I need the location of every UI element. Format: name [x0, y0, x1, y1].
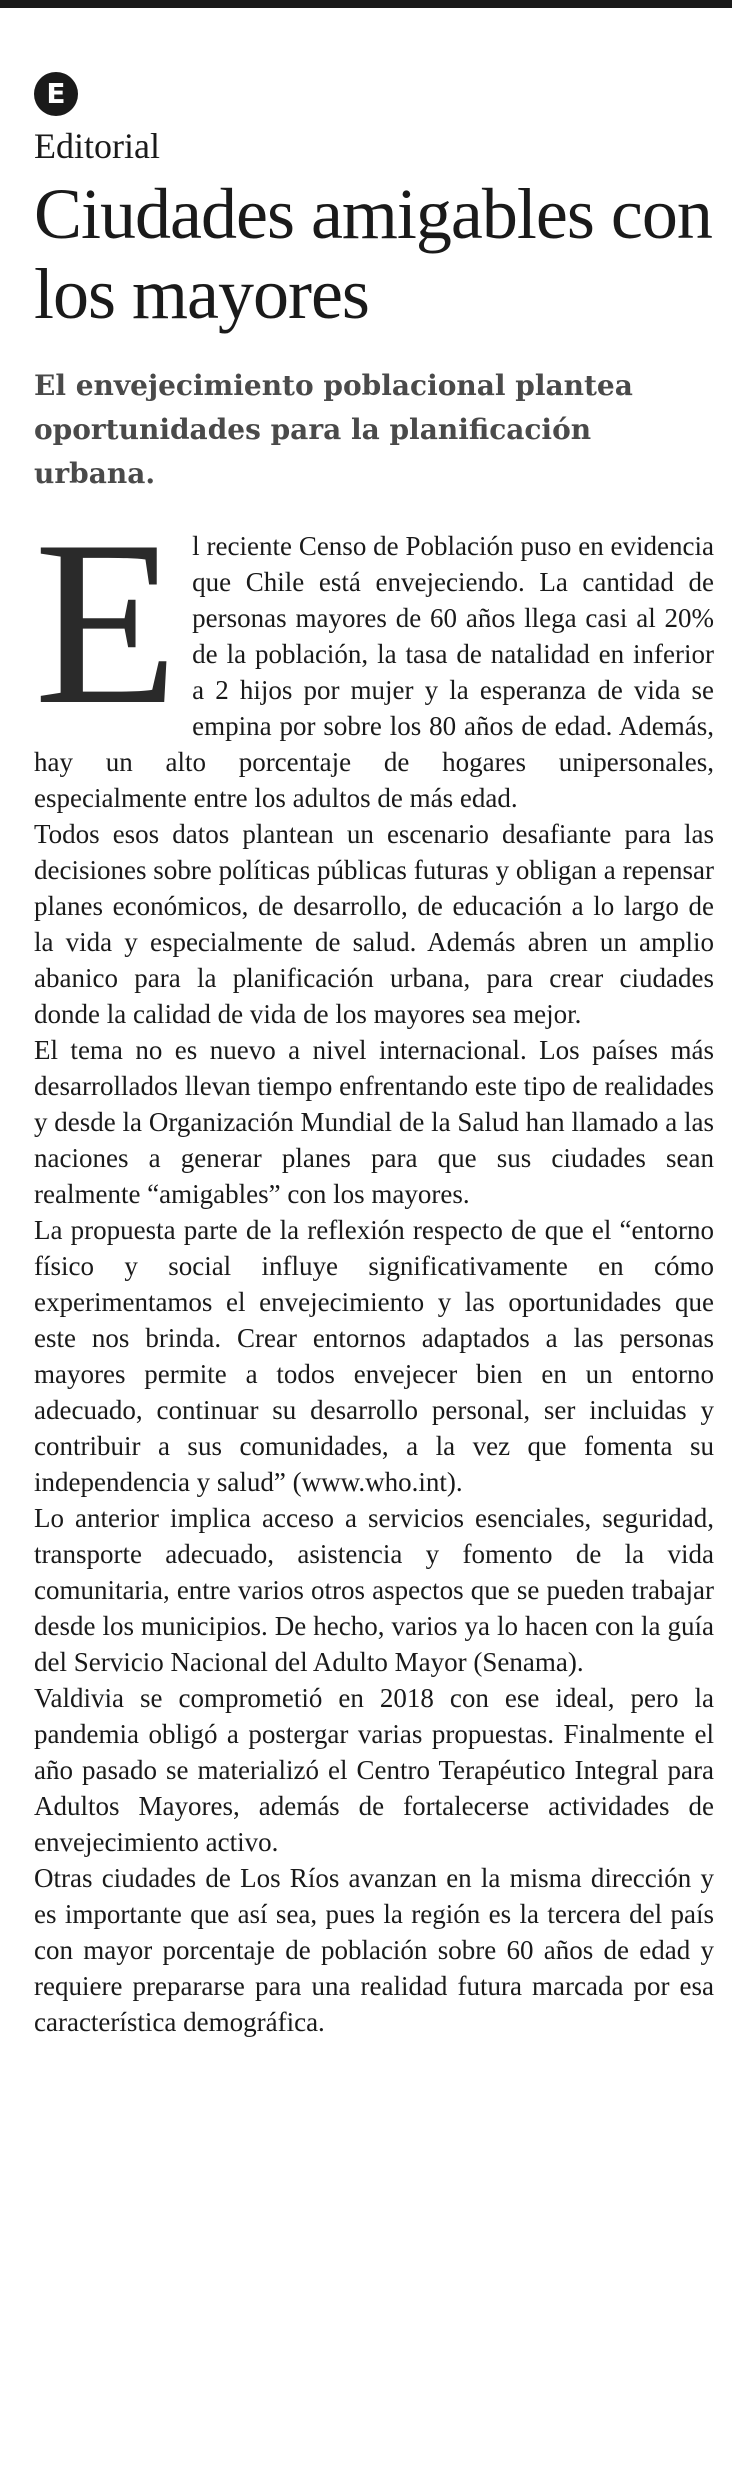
article-subtitle: El envejecimiento poblacional plantea oportunidades para la planificación urbana. [34, 369, 633, 490]
paragraph-4: La propuesta parte de la reflexión respecto de que el “entorno físico y social influye significativamente en cómo experimentamos el envejecimiento y las oportunidades que este nos brinda. Crear entornos adaptados a las personas mayores permite a todos envejecer bien en un entorno adecuado, continuar su desarrollo personal, ser incluidas y contribuir a sus comunidades, a la vez que fomenta su independencia y salud” (www.who.int). [34, 1215, 714, 1497]
top-rule [0, 0, 732, 8]
drop-cap: E [34, 493, 179, 754]
paragraph-2: Todos esos datos plantean un escenario desafiante para las decisiones sobre políticas públicas futuras y obligan a repensar planes económicos, de desarrollo, de educación a lo largo de la vida y especialmente de salud. Además abren un amplio abanico para la planificación urbana, para crear ciudades donde la calidad de vida de los mayores sea mejor. [34, 819, 714, 1029]
paragraph-5: Lo anterior implica acceso a servicios esenciales, seguridad, transporte adecuado, asistencia y fomento de la vida comunitaria, entre varios otros aspectos que se pueden trabajar desde los municipios. De hecho, varios ya lo hacen con la guía del Servicio Nacional del Adulto Mayor (Senama). [34, 1503, 714, 1677]
section-badge: E [34, 72, 78, 116]
editorial-header [0, 8, 732, 166]
paragraph-1-text: l reciente Censo de Población puso en evidencia que Chile está envejeciendo. La cantidad de personas mayores de 60 años llega casi al 20% de la población, la tasa de natalidad en inferior a 2 hijos por mujer y la esperanza de vida se empina por sobre los 80 años de edad. Además, hay un alto porcentaje de hogares unipersonales, especialmente entre los adultos de más edad. [34, 531, 714, 813]
section-label: Editorial [34, 126, 160, 166]
paragraph-1 [34, 493, 714, 816]
paragraph-6: Valdivia se comprometió en 2018 con ese ideal, pero la pandemia obligó a postergar varias propuestas. Finalmente el año pasado se materializó el Centro Terapéutico Integral para Adultos Mayores, además de fortalecerse actividades de envejecimiento activo. [34, 1683, 714, 1857]
article-title: Ciudades amigables con los mayores [34, 174, 712, 334]
paragraph-7: Otras ciudades de Los Ríos avanzan en la misma dirección y es importante que así sea, pues la región es la tercera del país con mayor porcentaje de población sobre 60 años de edad y requiere prepararse para una realidad futura marcada por esa característica demográfica. [34, 1863, 714, 2037]
article-body [34, 493, 714, 2040]
paragraph-3: El tema no es nuevo a nivel internacional. Los países más desarrollados llevan tiempo enfrentando este tipo de realidades y desde la Organización Mundial de la Salud han llamado a las naciones a generar planes para que sus ciudades sean realmente “amigables” con los mayores. [34, 1035, 714, 1209]
